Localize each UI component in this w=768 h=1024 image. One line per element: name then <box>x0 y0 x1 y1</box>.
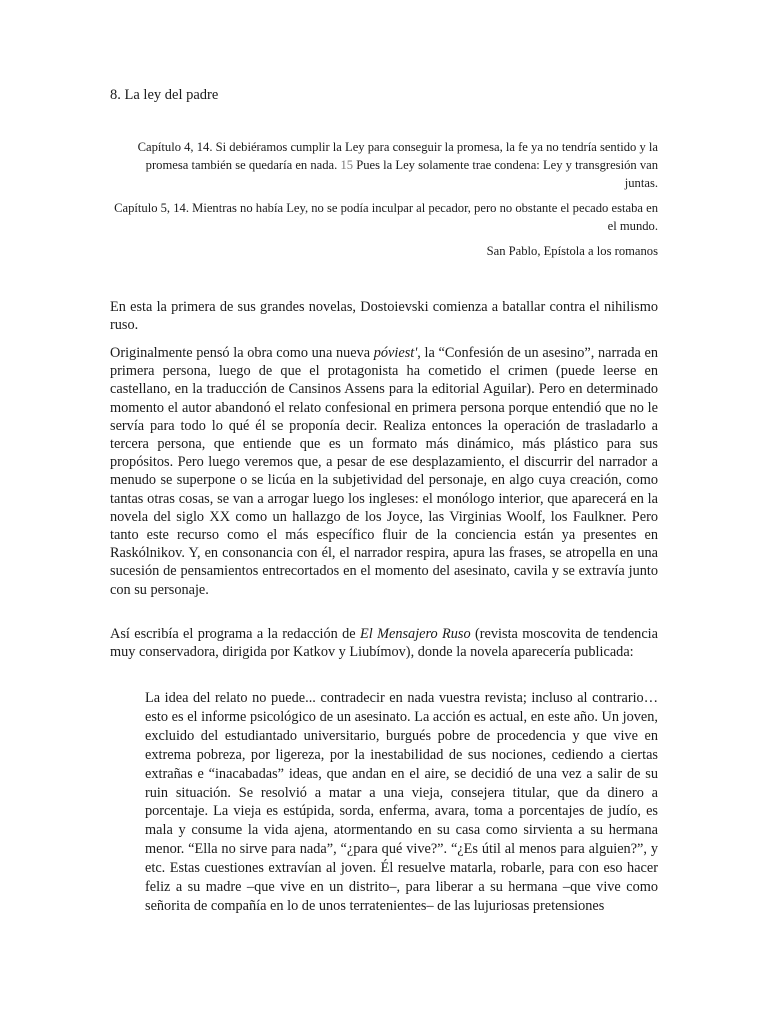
paragraph-3-text-b: (revista moscovita de tendencia muy conservadora, dirigida por Katkov y Liubímov), donde la novela aparecería publicada: <box>110 626 658 661</box>
journal-title: El Mensajero Ruso <box>360 626 471 642</box>
epigraph-romans-5: Capítulo 5, 14. Mientras no había Ley, no se podía inculpar al pecador, pero no obstante el pecado estaba en el mundo. <box>114 201 658 233</box>
epigraph-romans-4 <box>110 138 658 192</box>
paragraph-2-text-b: , la “Confesión de un asesino”, narrada en primera persona, luego de que el protagonista ha cometido el crimen (puede leerse en castellano, en la traducción de Cansinos Assens para la editorial Aguilar). Pero en determinado momento el autor abandonó el relato confesional en primera persona porque entendió que no le servía para todo lo qué él se proponía decir. Realiza entonces la operación de trasladarlo a tercera persona, que entiende que es un formato más dinámico, más plástico para sus propósitos. Pero luego veremos que, a pesar de ese desplazamiento, el discurrir del narrador a menudo se superpone o se licúa en la subjetividad del personaje, en algo cuya creación, como tantas otras cosas, se van a arrogar luego los ingleses: el monólogo interior, que aparecerá en la novela del siglo XX como un hallazgo de los Joyce, las Virginias Woolf, los Faulkner. Pero tanto este recurso como el más específico fluir de la conciencia están ya presentes en Raskólnikov. Y, en consonancia con él, el narrador respira, apura las frases, se atropella en una sucesión de pensamientos entrecortados en el momento del asesinato, cavila y se extravía junto con su personaje. <box>110 345 658 598</box>
chapter-heading: 8. La ley del padre <box>110 87 219 103</box>
block-quote: La idea del relato no puede... contradecir en nada vuestra revista; incluso al contrario… esto es el informe psicológico de un asesinato. La acción es actual, en este año. Un joven, excluido del estudiantado universitario, burgués pobre de procedencia y que vive en extrema pobreza, por ligereza, por la inestabilidad de sus nociones, cediendo a ciertas extrañas e “inacabadas” ideas, que andan en el aire, se decidió de una vez a salir de su ruin situación. Se resolvió a matar a una vieja, consejera titular, que da dinero a porcentaje. La vieja es estúpida, sorda, enferma, avara, toma a porcentajes de judío, es mala y consume la vida ajena, atormentando en su casa como sirvienta a su hermana menor. “Ella no sirve para nada”, “¿para qué vive?”. “¿Es útil al menos para alguien?”, y etc. Estas cuestiones extravían al joven. Él resuelve matarla, robarle, para con eso hacer feliz a su madre –que vive en un distrito–, para liberar a su hermana –que vive como señorita de compañía en lo de unos terratenientes– de las lujuriosas pretensiones <box>145 690 658 914</box>
paragraph-3-text-a: Así escribía el programa a la redacción de <box>110 626 361 642</box>
body-paragraph-3 <box>110 625 658 661</box>
epigraph-source: San Pablo, Epístola a los romanos <box>486 244 658 258</box>
epigraph-1-text-a: Capítulo 4, 14. Si debiéramos cumplir la Ley para conseguir la promesa, la fe ya no tendría sentido y la promesa también se quedaría en nada. <box>137 140 658 172</box>
paragraph-2-text-a: Originalmente pensó la obra como una nueva <box>110 345 374 361</box>
body-paragraph-2 <box>110 344 658 599</box>
paragraph-2-emphasis: póviest' <box>373 345 418 361</box>
epigraph-1-text-b: Pues la Ley solamente trae condena: Ley y transgresión van juntas. <box>356 158 658 190</box>
body-paragraph-1: En esta la primera de sus grandes novelas, Dostoievski comienza a batallar contra el nihilismo ruso. <box>110 299 658 334</box>
verse-number: 15 <box>340 158 354 172</box>
